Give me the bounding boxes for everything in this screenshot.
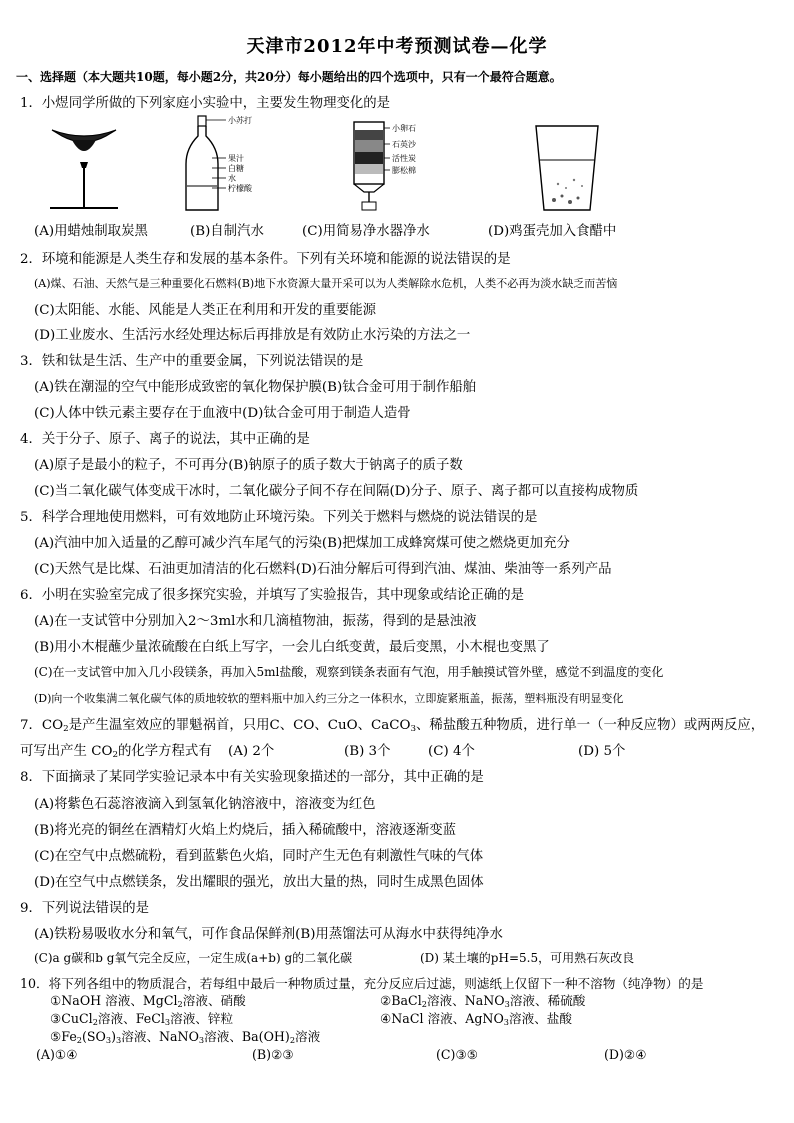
q10-text: ) <box>111 1029 117 1044</box>
fig2-label: 小苏打 <box>228 116 252 125</box>
q10-text: 溶液、锌粒 <box>170 1011 234 1026</box>
q10-text: 溶液 <box>295 1029 321 1044</box>
q10-text: 溶液、NaNO <box>426 993 505 1008</box>
q10-text: (SO <box>82 1029 106 1044</box>
option-4cd: (C)当二氧化碳气体变成干冰时，二氧化碳分子间不存在间隔(D)分子、原子、离子都可以直接构成物质 <box>34 484 639 499</box>
option-6b: (B)用小木棍蘸少量浓硫酸在白纸上写字，一会儿白纸变黄，最后变黑，小木棍也变黑了 <box>34 640 550 655</box>
question-3-stem: 3．铁和钛是生活、生产中的重要金属，下列说法错误的是 <box>20 354 364 369</box>
option-6c: (C)在一支试管中加入几小段镁条，再加入5ml盐酸，观察到镁条表面有气泡，用手触摸试管外壁，感觉不到温度的变化 <box>34 665 664 679</box>
group-3 <box>50 1008 233 1027</box>
question-4-stem: 4．关于分子、原子、离子的说法，其中正确的是 <box>20 432 310 447</box>
option-7d: (D) 5个 <box>578 744 626 759</box>
option-3ab: (A)铁在潮湿的空气中能形成致密的氧化物保护膜(B)钛合金可用于制作船舶 <box>34 380 477 395</box>
option-6d: (D)向一个收集满二氧化碳气体的质地较软的塑料瓶中加入约三分之一体积水，立即旋紧瓶盖，振荡，塑料瓶没有明显变化 <box>34 692 624 705</box>
fig2-label: 柠檬酸 <box>228 184 252 193</box>
option-4ab: (A)原子是最小的粒子，不可再分(B)钠原子的质子数大于钠离子的质子数 <box>34 458 463 473</box>
option-10a: (A)①④ <box>36 1047 78 1062</box>
option-5ab: (A)汽油中加入适量的乙醇可减少汽车尾气的污染(B)把煤加工成蜂窝煤可使之燃烧更加充分 <box>34 536 570 551</box>
subscript: 2 <box>289 1035 296 1045</box>
q10-text: 溶液、稀硫酸 <box>509 993 586 1008</box>
option-6a: (A)在一支试管中分别加入2～3ml水和几滴植物油，振荡，得到的是悬浊液 <box>34 614 477 629</box>
section-heading: 一、选择题（本大题共10题，每小题2分，共20分）每小题给出的四个选项中，只有一个最符合题意。 <box>16 70 562 84</box>
fig3-label: 活性炭 <box>392 154 416 163</box>
q7-text: 的化学方程式有 <box>117 744 212 759</box>
q7-text: 7．CO <box>20 718 64 733</box>
q10-text: ③CuCl <box>50 1011 93 1026</box>
q10-text: 溶液、FeCl <box>97 1011 165 1026</box>
q10-text: 溶液、硝酸 <box>182 993 246 1008</box>
option-7a: (A) 2个 <box>228 744 275 759</box>
option-9c: (C)a g碳和b g氧气完全反应，一定生成(a+b) g的二氧化碳 <box>34 951 353 965</box>
question-1-stem: 1．小煜同学所做的下列家庭小实验中，主要发生物理变化的是 <box>20 96 391 111</box>
subscript: 2 <box>92 1017 98 1027</box>
question-2-stem: 2．环境和能源是人类生存和发展的基本条件。下列有关环境和能源的说法错误的是 <box>20 252 511 267</box>
option-1b: (B)自制汽水 <box>190 224 264 239</box>
option-7b: (B) 3个 <box>344 744 391 759</box>
candle-soot-figure <box>44 122 124 218</box>
group-1 <box>50 990 246 1009</box>
option-8a: (A)将紫色石蕊溶液滴入到氢氧化钠溶液中，溶液变为红色 <box>34 797 376 812</box>
question-9-stem: 9．下列说法错误的是 <box>20 901 150 916</box>
option-2d: (D)工业废水、生活污水经处理达标后再排放是有效防止水污染的方法之一 <box>34 328 471 343</box>
fig3-label: 石英沙 <box>392 140 416 149</box>
option-1c: (C)用简易净水器净水 <box>302 224 430 239</box>
group-5 <box>50 1026 320 1045</box>
q7-text: 可写出产生 CO <box>20 744 113 759</box>
q10-text: ⑤Fe <box>50 1029 77 1044</box>
subscript: 2 <box>112 750 118 760</box>
option-3cd: (C)人体中铁元素主要存在于血液中(D)钛合金可用于制造人造骨 <box>34 406 411 421</box>
option-1d: (D)鸡蛋壳加入食醋中 <box>488 224 617 239</box>
subscript: 2 <box>76 1035 83 1045</box>
option-8c: (C)在空气中点燃硫粉，看到蓝紫色火焰，同时产生无色有刺激性气味的气体 <box>34 849 484 864</box>
option-9ab: (A)铁粉易吸收水分和氧气，可作食品保鲜剂(B)用蒸馏法可从海水中获得纯净水 <box>34 927 503 942</box>
group-4 <box>380 1008 572 1027</box>
question-5-stem: 5．科学合理地使用燃料，可有效地防止环境污染。下列关于燃料与燃烧的说法错误的是 <box>20 510 538 525</box>
subscript: 3 <box>410 724 417 734</box>
option-8d: (D)在空气中点燃镁条，发出耀眼的强光，放出大量的热，同时生成黑色固体 <box>34 875 484 890</box>
subscript: 2 <box>63 724 69 734</box>
fig3-label: 膨松棉 <box>392 166 416 175</box>
option-10c: (C)③⑤ <box>436 1047 479 1062</box>
q10-text: ④NaCl 溶液、AgNO <box>380 1011 504 1026</box>
fig2-label: 水 <box>228 174 236 183</box>
subscript: 2 <box>177 999 183 1009</box>
option-2ab: (A)煤、石油、天然气是三种重要化石燃料(B)地下水资源大量开采可以为人类解除水危机，人类不必再为淡水缺乏而苦恼 <box>34 277 618 290</box>
option-10d: (D)②④ <box>604 1047 647 1062</box>
fig3-label: 小卵石 <box>392 124 416 133</box>
q10-text: 溶液、盐酸 <box>509 1011 572 1026</box>
subscript: 3 <box>164 1017 171 1027</box>
q7-text: 、稀盐酸五种物质，进行单一（一种反应物）或两两反应， <box>416 718 765 733</box>
group-2 <box>380 990 585 1009</box>
option-10b: (B)②③ <box>252 1047 294 1062</box>
option-5cd: (C)天然气是比煤、石油更加清洁的化石燃料(D)石油分解后可得到汽油、煤油、柴油等一系列产品 <box>34 562 612 577</box>
q7-text: 是产生温室效应的罪魁祸首，只用C、CO、CuO、CaCO <box>68 718 411 733</box>
subscript: 2 <box>421 999 427 1009</box>
option-1a: (A)用蜡烛制取炭黑 <box>34 224 148 239</box>
subscript: 3 <box>105 1035 112 1045</box>
question-10-stem: 10．将下列各组中的物质混合，若每组中最后一种物质过量，充分反应后过滤，则滤纸上仅留下一种不溶物（纯净物）的是 <box>20 976 704 991</box>
question-7-line1 <box>20 714 764 733</box>
subscript: 3 <box>504 999 510 1009</box>
q10-text: ②BaCl <box>380 993 422 1008</box>
option-2c: (C)太阳能、水能、风能是人类正在利用和开发的重要能源 <box>34 303 377 318</box>
option-7c: (C) 4个 <box>428 744 475 759</box>
subscript: 3 <box>503 1017 509 1027</box>
page-title: 天津市2012年中考预测试卷—化学 <box>246 36 548 57</box>
q10-text: 溶液、NaNO <box>121 1029 199 1044</box>
subscript: 3 <box>198 1035 205 1045</box>
fig2-label: 果汁 <box>228 154 244 163</box>
question-7-line2 <box>20 740 212 759</box>
beaker-eggshell-figure <box>532 122 602 212</box>
subscript: 3 <box>116 1035 122 1045</box>
question-6-stem: 6．小明在实验室完成了很多探究实验，并填写了实验报告，其中现象或结论正确的是 <box>20 588 524 603</box>
q10-text: 溶液、Ba(OH) <box>204 1029 290 1044</box>
fig2-label: 白糖 <box>228 164 244 173</box>
q10-text: ①NaOH 溶液、MgCl <box>50 993 178 1008</box>
option-9d: (D) 某土壤的pH=5.5，可用熟石灰改良 <box>420 951 635 965</box>
option-8b: (B)将光亮的铜丝在酒精灯火焰上灼烧后，插入稀硫酸中，溶液逐渐变蓝 <box>34 823 457 838</box>
question-8-stem: 8．下面摘录了某同学实验记录本中有关实验现象描述的一部分，其中正确的是 <box>20 770 484 785</box>
